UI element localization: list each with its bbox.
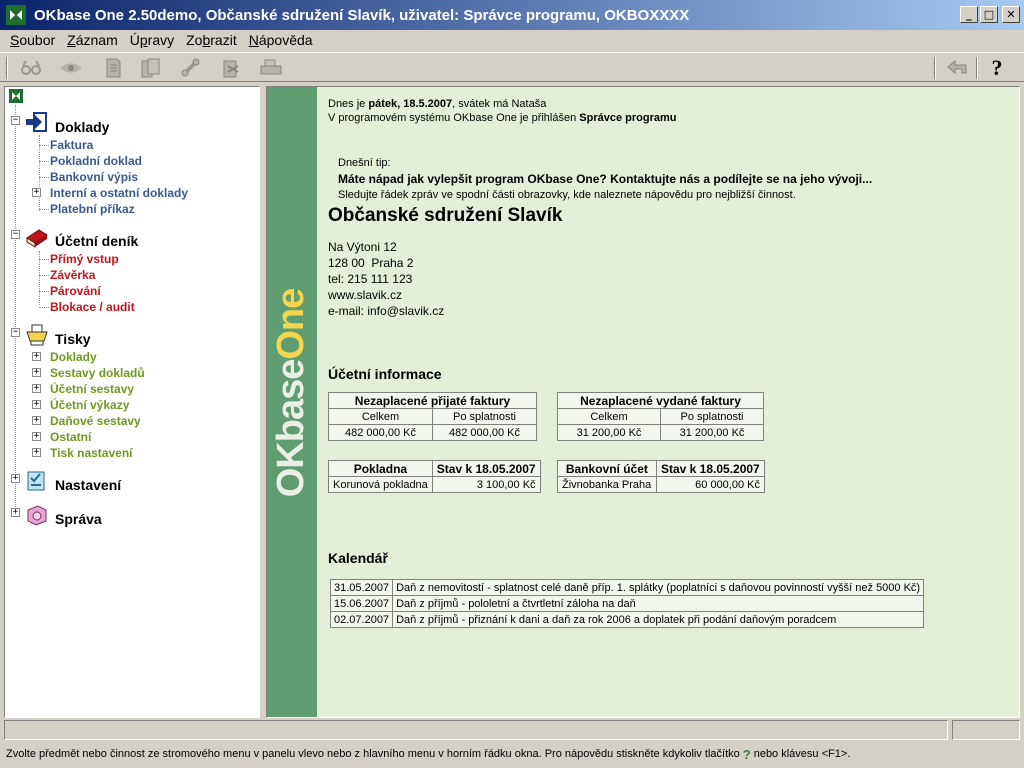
tip-headline: Máte nápad jak vylepšit program OKbase One? Kontaktujte nás a podílejte se na jeho vývoji... — [338, 172, 873, 186]
tree-item-primy-vstup[interactable]: Přímý vstup — [50, 252, 119, 266]
tree-expand-tisk-nastaveni[interactable]: + — [33, 447, 40, 457]
tree-item-tisky-doklady[interactable]: Doklady — [50, 350, 97, 364]
tree-item-interni-doklady[interactable]: Interní a ostatní doklady — [50, 186, 189, 200]
column-header: Stav k 18.05.2007 — [656, 461, 764, 477]
app-logo-icon[interactable] — [6, 5, 26, 25]
tree-item-tisk-nastaveni[interactable]: Tisk nastavení — [50, 446, 133, 460]
calendar-text: Daň z nemovitostí - splatnost celé daně příp. 1. splátky (poplatníci s daňovou povinností vyšší než 5000 Kč) — [393, 580, 924, 596]
tree-item-platebni-prikaz[interactable]: Platební příkaz — [50, 202, 135, 216]
table-title: Nezaplacené vydané faktury — [558, 393, 764, 409]
status-hint-key: nebo klávesu <F1>. — [753, 748, 851, 760]
documents-icon[interactable] — [138, 56, 164, 80]
table-row — [331, 596, 924, 612]
calendar-heading: Kalendář — [328, 550, 388, 566]
glasses-icon[interactable] — [18, 56, 44, 80]
table-row — [331, 580, 924, 596]
accounting-heading: Účetní informace — [328, 366, 442, 382]
column-header: Po splatnosti — [661, 409, 764, 425]
title-bar — [0, 0, 1024, 30]
column-header: Stav k 18.05.2007 — [432, 461, 540, 477]
tree-root-icon[interactable] — [9, 89, 23, 103]
tree-item-bankovni-vypis[interactable]: Bankovní výpis — [50, 170, 139, 184]
tree-toggle-ucetni-denik[interactable]: − — [12, 229, 19, 239]
admin-box-icon — [25, 503, 49, 527]
tree-toggle-doklady[interactable]: − — [12, 115, 19, 125]
window-title: OKbase One 2.50demo, Občanské sdružení Slavík, uživatel: Správce programu, OKBOXXXX — [34, 6, 690, 24]
column-header: Celkem — [329, 409, 433, 425]
tree-expand-ostatni[interactable]: + — [33, 431, 40, 441]
tree-item-ucetni-sestavy[interactable]: Účetní sestavy — [50, 382, 135, 396]
brand-logo: OKbase One — [269, 288, 312, 498]
brand-strip — [267, 87, 317, 718]
column-header: Pokladna — [329, 461, 433, 477]
tree-toggle-nastaveni[interactable]: + — [12, 473, 19, 483]
toolbar-separator — [6, 57, 8, 79]
tree-item-ostatni[interactable]: Ostatní — [50, 430, 92, 444]
column-header: Celkem — [558, 409, 661, 425]
tree-item-zaverka[interactable]: Závěrka — [50, 268, 96, 282]
org-web: www.slavik.cz — [328, 288, 403, 302]
table-cell: 482 000,00 Kč — [329, 425, 433, 441]
status-hint-text: Zvolte předmět nebo činnost ze stromového menu v panelu vlevo nebo z hlavního menu v horním řádku okna. Pro nápovědu stiskněte kdykoliv tlačítko — [6, 748, 740, 760]
calendar-text: Daň z příjmů - pololetní a čtvrtletní záloha na daň — [393, 596, 924, 612]
table-title: Nezaplacené přijaté faktury — [329, 393, 537, 409]
org-city: 128 00 Praha 2 — [328, 256, 414, 270]
table-cell: 3 100,00 Kč — [432, 477, 540, 493]
eye-icon[interactable] — [58, 56, 84, 80]
table-cell: 482 000,00 Kč — [433, 425, 537, 441]
org-phone: tel: 215 111 123 — [328, 272, 413, 286]
calendar-date: 31.05.2007 — [331, 580, 393, 596]
tree-expand-danove-sestavy[interactable]: + — [33, 415, 40, 425]
toolbar-separator — [976, 57, 978, 79]
tree-section-tisky[interactable]: Tisky — [55, 331, 91, 347]
tip-title: Dnešní tip: — [338, 157, 391, 169]
bank-account-table — [557, 460, 765, 493]
help-icon[interactable]: ? — [991, 55, 1003, 80]
status-panels — [4, 720, 1020, 742]
calendar-table — [330, 579, 924, 628]
tools-icon[interactable] — [178, 56, 204, 80]
table-cell: 31 200,00 Kč — [558, 425, 661, 441]
tree-expand-ucetni-sestavy[interactable]: + — [33, 383, 40, 393]
menu-bar — [0, 30, 1024, 50]
dashboard-panel — [266, 86, 1020, 718]
tree-item-blokace-audit[interactable]: Blokace / audit — [50, 300, 135, 314]
tree-expand-ucetni-vykazy[interactable]: + — [33, 399, 40, 409]
settings-checklist-icon — [25, 469, 49, 493]
status-hint-bar — [0, 744, 1024, 764]
paste-icon[interactable] — [218, 56, 244, 80]
tip-subtext: Sledujte řádek zpráv ve spodní části obrazovky, kde naleznete nápovědu pro nejbližší činnost. — [338, 189, 796, 201]
org-street: Na Výtoni 12 — [328, 240, 397, 254]
navigation-tree — [4, 86, 260, 718]
received-invoices-table — [328, 392, 537, 441]
tree-expand-interni[interactable]: + — [33, 187, 40, 197]
calendar-date: 02.07.2007 — [331, 612, 393, 628]
tree-item-danove-sestavy[interactable]: Daňové sestavy — [50, 414, 141, 428]
minimize-button[interactable]: _ — [960, 6, 978, 23]
tree-expand-sestavy-dokladu[interactable]: + — [33, 367, 40, 377]
tree-section-ucetni-denik[interactable]: Účetní deník — [55, 233, 139, 249]
column-header: Po splatnosti — [433, 409, 537, 425]
arrow-in-icon — [25, 110, 49, 134]
login-line: V programovém systému OKbase One je přihlášen Správce programu — [328, 112, 677, 124]
menu-upravy[interactable]: Úpravy — [129, 32, 175, 48]
toolbar-separator — [934, 57, 936, 79]
table-row — [331, 612, 924, 628]
tree-section-sprava[interactable]: Správa — [55, 511, 102, 527]
help-icon: ? — [742, 746, 751, 762]
menu-zaznam[interactable]: Záznam — [67, 32, 118, 48]
column-header: Bankovní účet — [558, 461, 657, 477]
close-button[interactable]: ✕ — [1002, 6, 1020, 23]
book-icon — [25, 226, 49, 250]
menu-zobrazit[interactable]: Zobrazit — [186, 32, 237, 48]
table-cell: 60 000,00 Kč — [656, 477, 764, 493]
issued-invoices-table — [557, 392, 764, 441]
calendar-date: 15.06.2007 — [331, 596, 393, 612]
back-arrow-icon[interactable] — [944, 56, 970, 80]
tree-item-faktura[interactable]: Faktura — [50, 138, 94, 152]
tree-section-nastaveni[interactable]: Nastavení — [55, 477, 122, 493]
menu-napoveda[interactable]: Nápověda — [248, 32, 313, 48]
document-icon[interactable] — [100, 56, 126, 80]
table-cell: Živnobanka Praha — [558, 477, 657, 493]
today-line: Dnes je pátek, 18.5.2007, svátek má Nataša — [328, 98, 547, 110]
tree-expand-tisky-doklady[interactable]: + — [33, 351, 40, 361]
printer-icon[interactable] — [258, 56, 284, 80]
printer-icon — [25, 323, 49, 347]
table-cell: Korunová pokladna — [329, 477, 433, 493]
toolbar — [0, 52, 1024, 82]
status-panel-main — [4, 720, 948, 740]
tree-toggle-tisky[interactable]: − — [12, 327, 19, 337]
menu-soubor[interactable]: Soubor — [10, 32, 56, 48]
tree-section-doklady[interactable]: Doklady — [55, 119, 110, 135]
tree-item-sestavy-dokladu[interactable]: Sestavy dokladů — [50, 366, 145, 380]
status-panel-side — [952, 720, 1020, 740]
organization-name: Občanské sdružení Slavík — [328, 205, 563, 226]
tree-item-pokladni-doklad[interactable]: Pokladní doklad — [50, 154, 143, 168]
maximize-button[interactable]: □ — [980, 6, 998, 23]
tree-item-parovani[interactable]: Párování — [50, 284, 101, 298]
tree-item-ucetni-vykazy[interactable]: Účetní výkazy — [50, 398, 130, 412]
table-cell: 31 200,00 Kč — [661, 425, 764, 441]
calendar-text: Daň z příjmů - přiznání k dani a daň za rok 2006 a doplatek při podání daňovým poradcem — [393, 612, 924, 628]
org-email: e-mail: info@slavik.cz — [328, 304, 445, 318]
tree-toggle-sprava[interactable]: + — [12, 507, 19, 517]
cash-register-table — [328, 460, 541, 493]
